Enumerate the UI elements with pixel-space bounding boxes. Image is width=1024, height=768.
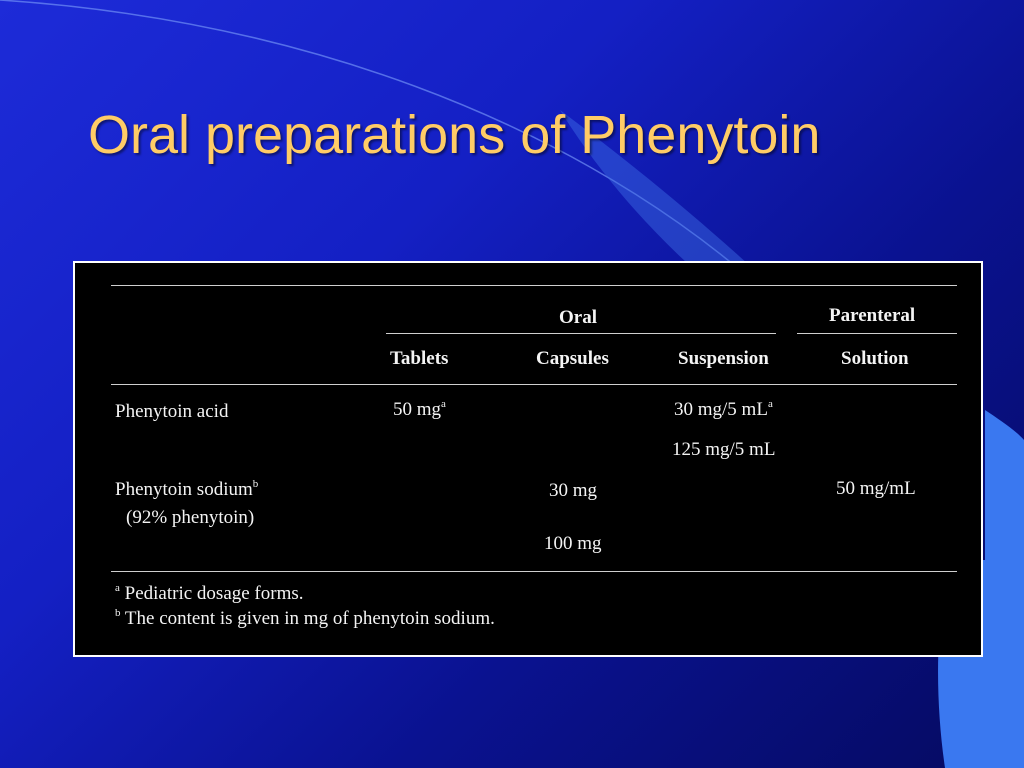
footnote <box>115 583 304 605</box>
cell-capsules: 30 mg <box>549 480 598 501</box>
column-header-tablets: Tablets <box>390 348 449 369</box>
row-label-text: Phenytoin acid <box>115 401 229 422</box>
footnote-marker: b <box>252 478 259 490</box>
cell-capsules: 100 mg <box>544 533 602 554</box>
cell-suspension <box>674 399 773 421</box>
slide-title: Oral preparations of Phenytoin <box>88 105 821 165</box>
footnote <box>115 608 495 630</box>
cell-tablets-value: 50 mg <box>393 399 442 420</box>
column-header-capsules: Capsules <box>536 348 609 369</box>
cell-suspension-value: 30 mg/5 mL <box>674 399 768 420</box>
cell-suspension: 125 mg/5 mL <box>672 439 776 460</box>
column-header-solution: Solution <box>841 348 909 369</box>
group-header-parenteral: Parenteral <box>829 305 916 326</box>
cell-solution: 50 mg/mL <box>836 478 916 499</box>
group-header-oral: Oral <box>559 307 597 328</box>
parenteral-group-rule <box>797 333 957 334</box>
row-sub-label: (92% phenytoin) <box>126 507 255 528</box>
oral-group-rule <box>386 333 776 334</box>
row-label-text: Phenytoin sodium <box>115 479 253 500</box>
header-bottom-rule <box>111 384 957 385</box>
row-label <box>115 479 258 501</box>
footnote-mark: b <box>115 607 121 619</box>
row-label <box>115 401 228 423</box>
footnote-text: Pediatric dosage forms. <box>124 583 304 604</box>
top-rule <box>111 285 957 286</box>
column-header-suspension: Suspension <box>678 348 769 369</box>
footnote-text: The content is given in mg of phenytoin sodium. <box>124 608 495 629</box>
footnote-marker: a <box>767 398 773 410</box>
cell-tablets <box>393 399 446 421</box>
footnote-marker: a <box>441 398 446 410</box>
body-bottom-rule <box>111 571 957 572</box>
footnote-mark: a <box>115 582 120 594</box>
phenytoin-table <box>73 261 983 657</box>
